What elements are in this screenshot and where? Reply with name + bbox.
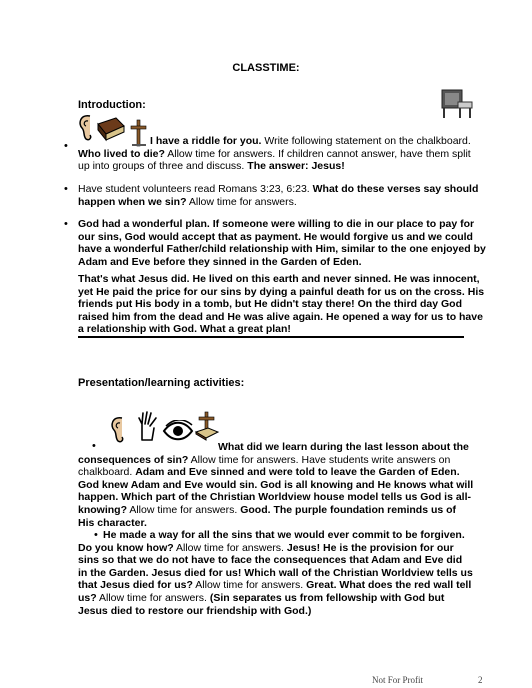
page-number: 2: [478, 675, 483, 685]
divider-line: [78, 336, 464, 338]
bullet: •: [64, 140, 68, 152]
eye-icon: [162, 420, 194, 442]
bible-cross-icon: [194, 410, 220, 442]
bullet: •: [92, 440, 96, 452]
footer-label: Not For Profit: [372, 675, 424, 685]
bullet: •: [94, 529, 98, 541]
presentation-heading: Presentation/learning activities:: [78, 377, 245, 389]
presentation-paragraph-2: He made a way for all the sins that we would ever commit to be forgiven. Do you know how? Allow time for answers. Jesus! He is the provision for our sins so that we do not have to face the consequences that Adam and Eve did in the Garden. Jesus died for us! Which wall of the Christian Worldview tells us that Jesus died for us? Allow time for answers. Great. What does the red wall tell us? Allow time for answers. (Sin separates us from fellowship with God but Jesus died to restore our friendship with God.): [78, 529, 473, 617]
presentation-paragraph-1: What did we learn during the last lesson about the consequences of sin? Allow time for answers. Have students write answers on chalkboard. Adam and Eve sinned and were told to leave the Garden of Eden. God knew Adam and Eve would sin. God is all knowing and He knows what will happen. Which part of the Christian Worldview house model tells us God is all-knowing? Allow time for answers. Good. The purple foundation reminds us of His character.: [78, 441, 474, 529]
hand-icon: [136, 410, 160, 442]
chalkboard-desk-icon: [440, 88, 476, 120]
page-title: CLASSTIME:: [232, 62, 300, 74]
intro-bullet-1: I have a riddle for you. Write following statement on the chalkboard. Who lived to die? Allow time for answers. If children cannot answer, have them split up into groups of three and discuss. The answer: Jesus!: [78, 135, 471, 173]
intro-bullet-3: God had a wonderful plan. If someone were willing to die in our place to pay for our sins, God would accept that as payment. He would forgive us and we could have a wonderful Father/child relationship with Him, similar to the one enjoyed by Adam and Eve before they sinned in the Garden of Eden.: [78, 218, 486, 268]
intro-paragraph-4: That's what Jesus did. He lived on this earth and never sinned. He was innocent, yet He paid the price for our sins by dying a painful death for us on the cross. His friends put His body in a tomb, but He didn't stay there! On the third day God raised him from the dead and He was alive again. He opened a way for us to have a relationship with God. What a great plan!: [78, 273, 485, 336]
intro-bullet-2: Have student volunteers read Romans 3:23, 6:23. What do these verses say should happen when we sin? Allow time for answers.: [78, 183, 479, 208]
bullet: •: [64, 218, 68, 230]
ear-icon: [108, 414, 128, 444]
bullet: •: [64, 183, 68, 195]
introduction-heading: Introduction:: [78, 99, 146, 111]
